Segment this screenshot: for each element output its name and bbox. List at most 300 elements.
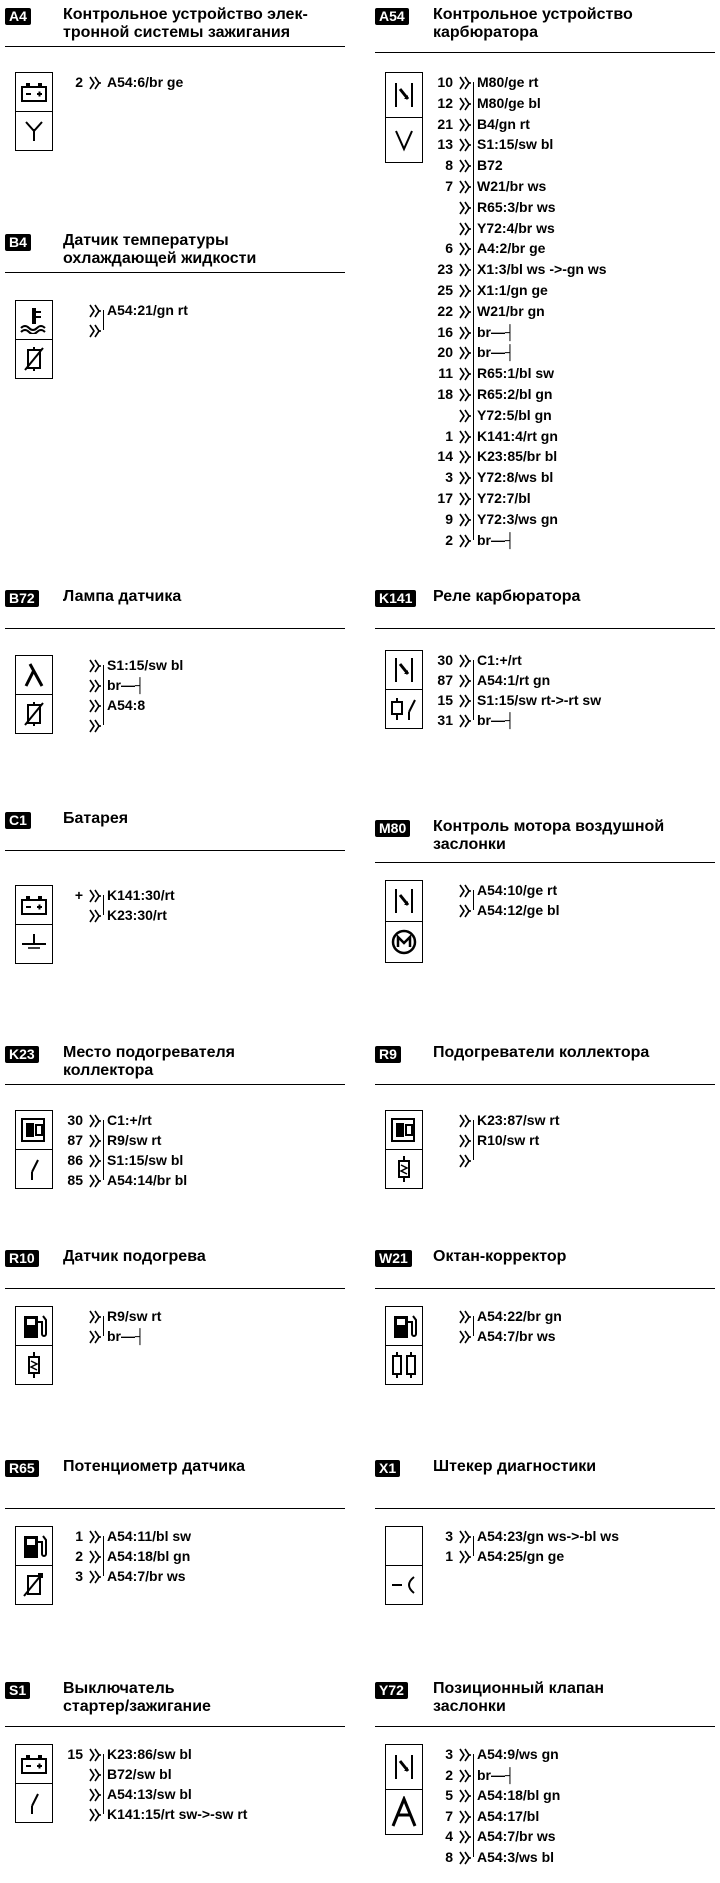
- component-header: [375, 6, 715, 53]
- fuel-pump-icon: [16, 1527, 52, 1565]
- pin-number: 2: [75, 1548, 83, 1564]
- relay-box-icon: [386, 1111, 422, 1149]
- component-title-line: коллектора: [63, 1062, 154, 1079]
- connector-icon: [457, 408, 471, 422]
- pin-row: [61, 905, 321, 925]
- pin-row: [61, 695, 321, 715]
- thermometer-icon: [16, 301, 52, 339]
- component-tag: S1: [5, 1682, 30, 1699]
- connector-icon: [457, 96, 471, 110]
- wire-label: A54:11/bl sw: [107, 1528, 192, 1544]
- component-title: [63, 588, 181, 606]
- wire-label: K141:4/rt gn: [477, 427, 558, 444]
- component-tag: X1: [375, 1460, 400, 1477]
- pin-row: [431, 1326, 691, 1346]
- component-title: [433, 1458, 596, 1476]
- component-header: [5, 1044, 345, 1085]
- component-symbol: [385, 650, 423, 729]
- component-title: [433, 1044, 649, 1062]
- component-symbol: [15, 72, 53, 151]
- pin-row: [431, 1847, 691, 1867]
- connector-icon: [457, 653, 471, 667]
- wire-label: A54:7/br ws: [477, 1328, 556, 1344]
- wire-label: K23:86/sw bl: [107, 1746, 192, 1762]
- pin-number: +: [74, 887, 83, 903]
- pin-number: 3: [445, 469, 453, 486]
- battery-icon: [16, 1745, 52, 1783]
- connector-icon: [457, 262, 471, 276]
- pin-number: 6: [445, 240, 453, 257]
- pin-row: [61, 1804, 321, 1824]
- connector-icon: [457, 137, 471, 151]
- pin-row: [61, 1150, 321, 1170]
- connector-icon: [87, 888, 101, 902]
- wire-bus: [103, 1120, 104, 1180]
- pin-row: [431, 509, 691, 529]
- wire-label: W21/br ws: [477, 178, 547, 194]
- connector-icon: [457, 533, 471, 547]
- wire-label: A54:10/ge rt: [477, 882, 558, 898]
- wire-label: A54:12/ge bl: [477, 902, 560, 918]
- connector-icon: [457, 1153, 471, 1167]
- connector-icon: [457, 1549, 471, 1563]
- motor-icon: [386, 921, 422, 962]
- component-title-line: тронной системы зажигания: [63, 24, 291, 41]
- pin-number: 7: [445, 178, 453, 194]
- connector-icon: [87, 1747, 101, 1761]
- component-title-line: Контроль мотора воздушной: [433, 818, 665, 835]
- pin-number: 8: [445, 157, 453, 174]
- wire-label: A54:13/sw bl: [107, 1786, 192, 1802]
- pin-number: 9: [445, 510, 453, 527]
- component-title-line: Датчик подогрева: [63, 1248, 206, 1265]
- pin-row: [61, 715, 321, 735]
- connector-icon: [457, 903, 471, 917]
- component-title: [63, 1248, 206, 1266]
- connector-icon: [457, 1747, 471, 1761]
- wire-label: br—┤: [477, 1766, 515, 1783]
- pin-row: [431, 114, 691, 134]
- component-title: [433, 818, 664, 854]
- component-tag: M80: [375, 820, 410, 837]
- component-a54: [375, 6, 715, 548]
- connector-icon: [87, 718, 101, 732]
- component-title-line: стартер/зажигание: [63, 1698, 211, 1715]
- wire-bus: [473, 82, 474, 540]
- component-symbol: [385, 1526, 423, 1605]
- pin-number: 16: [437, 323, 453, 340]
- component-tag: R9: [375, 1046, 401, 1063]
- wire-label: A54:22/br gn: [477, 1308, 562, 1324]
- wire-label: M80/ge bl: [477, 94, 541, 111]
- component-title: [63, 232, 256, 268]
- component-title: [63, 1044, 235, 1080]
- pin-row: [431, 1785, 691, 1805]
- pin-row: [431, 900, 691, 920]
- pin-row: [431, 280, 691, 300]
- pin-row: [431, 363, 691, 383]
- connector-icon: [457, 1133, 471, 1147]
- gauge-icon: [386, 1745, 422, 1789]
- wire-label: A54:3/ws bl: [477, 1848, 555, 1865]
- connector-icon: [457, 429, 471, 443]
- pin-row: [431, 1526, 691, 1546]
- sensor-icon: [16, 339, 52, 378]
- pin-row: [431, 467, 691, 487]
- wire-label: A54:17/bl: [477, 1807, 540, 1824]
- component-title-line: заслонки: [433, 836, 506, 853]
- component-title-line: заслонки: [433, 1698, 506, 1715]
- component-y72: [375, 1680, 715, 1865]
- component-title: [433, 1680, 604, 1716]
- pin-row: [61, 655, 321, 675]
- wire-label: br—┤: [477, 712, 515, 728]
- pin-number: 1: [445, 427, 453, 444]
- connector-icon: [87, 323, 101, 337]
- wire-label: S1:15/sw rt->-rt sw: [477, 692, 602, 708]
- connector-icon: [457, 491, 471, 505]
- pin-row: [431, 259, 691, 279]
- connector-icon: [457, 366, 471, 380]
- wire-label: br—┤: [477, 323, 515, 340]
- wire-label: R9/sw rt: [107, 1132, 162, 1148]
- component-symbol: [385, 1110, 423, 1189]
- connector-icon: [457, 241, 471, 255]
- component-tag: A54: [375, 8, 409, 25]
- wire-bus: [473, 660, 474, 720]
- wire-label: A54:7/br ws: [107, 1568, 186, 1584]
- component-title-line: Лампа датчика: [63, 588, 182, 605]
- pin-row: [431, 322, 691, 342]
- pin-number: 87: [67, 1132, 83, 1148]
- pin-number: 17: [437, 490, 453, 506]
- pin-number: 1: [445, 1548, 453, 1564]
- connector-icon: [457, 1309, 471, 1323]
- pin-row: [431, 176, 691, 196]
- connector-icon: [457, 1529, 471, 1543]
- wire-bus: [103, 1536, 104, 1576]
- pin-row: [61, 1526, 321, 1546]
- component-tag: A4: [5, 8, 31, 25]
- connector-icon: [457, 512, 471, 526]
- wire-label: A54:6/br ge: [107, 74, 184, 90]
- connector-icon: [87, 678, 101, 692]
- component-symbol: [385, 72, 423, 163]
- component-header: [375, 1044, 715, 1085]
- connector-icon: [457, 1113, 471, 1127]
- component-header: [375, 818, 715, 863]
- pin-number: 7: [445, 1807, 453, 1824]
- component-symbol: [15, 655, 53, 734]
- wire-label: X1:1/gn ge: [477, 282, 548, 298]
- wire-label: R65:1/bl sw: [477, 365, 555, 382]
- pin-number: 25: [437, 282, 453, 298]
- wire-label: X1:3/bl ws ->-gn ws: [477, 261, 607, 278]
- connector-icon: [87, 1569, 101, 1583]
- connector-icon: [457, 179, 471, 193]
- battery-icon: [16, 73, 52, 111]
- wire-label: B72: [477, 157, 503, 174]
- connector-icon: [457, 1829, 471, 1843]
- connector-icon: [87, 1173, 101, 1187]
- component-title-line: Потенциометр датчика: [63, 1458, 246, 1475]
- component-title-line: Подогреватели коллектора: [433, 1044, 650, 1061]
- component-tag: B4: [5, 234, 31, 251]
- component-title: [63, 1680, 211, 1716]
- component-header: [375, 588, 715, 629]
- wire-bus: [103, 1754, 104, 1814]
- connector-icon: [87, 698, 101, 712]
- heater-icon: [386, 1149, 422, 1188]
- pin-row: [431, 1826, 691, 1846]
- pin-number: 14: [437, 448, 453, 465]
- connector-icon: [457, 304, 471, 318]
- component-k23: [5, 1044, 345, 1188]
- a-letter-icon: [386, 1789, 422, 1834]
- connector-icon: [87, 908, 101, 922]
- pin-row: [61, 1566, 321, 1586]
- connector-icon: [87, 303, 101, 317]
- heater-icon: [16, 1345, 52, 1384]
- pin-row: [61, 1546, 321, 1566]
- wire-label: C1:+/rt: [107, 1112, 152, 1128]
- component-title: [63, 6, 308, 42]
- component-symbol: [15, 1110, 53, 1189]
- connector-icon: [87, 1329, 101, 1343]
- wire-label: K141:30/rt: [107, 887, 175, 903]
- component-r10: [5, 1248, 345, 1344]
- wire-bus: [103, 895, 104, 915]
- component-m80: [375, 818, 715, 918]
- wire-label: K141:15/rt sw->-sw rt: [107, 1806, 248, 1822]
- blank-icon: [386, 1527, 422, 1565]
- switch-icon: [16, 1149, 52, 1188]
- wire-label: Y72:7/bl: [477, 490, 531, 506]
- connector-icon: [87, 1309, 101, 1323]
- pin-row: [431, 1806, 691, 1826]
- fuel-pump-icon: [16, 1307, 52, 1345]
- pin-number: 20: [437, 344, 453, 361]
- pin-row: [431, 1110, 691, 1130]
- pin-number: 22: [437, 302, 453, 319]
- dual-heater-icon: [386, 1345, 422, 1384]
- pin-row: [61, 1130, 321, 1150]
- component-tag: C1: [5, 812, 31, 829]
- component-tag: K141: [375, 590, 416, 607]
- gauge-icon: [386, 881, 422, 921]
- pin-row: [431, 238, 691, 258]
- wire-label: A54:21/gn rt: [107, 302, 188, 318]
- pin-row: [61, 1764, 321, 1784]
- fuel-pump-icon: [386, 1307, 422, 1345]
- connector-icon: [87, 1529, 101, 1543]
- pin-row: [431, 1765, 691, 1785]
- component-title-line: Место подогревателя: [63, 1044, 236, 1061]
- wire-label: R9/sw rt: [107, 1308, 162, 1324]
- wire-label: M80/ge rt: [477, 74, 539, 90]
- component-header: [5, 1458, 345, 1509]
- connector-icon: [457, 693, 471, 707]
- pin-row: [431, 880, 691, 900]
- pin-row: [431, 710, 691, 730]
- pin-number: 2: [445, 1766, 453, 1783]
- wire-label: Y72:8/ws bl: [477, 469, 554, 486]
- wire-label: A54:25/gn ge: [477, 1548, 565, 1564]
- component-a4: [5, 6, 345, 90]
- pin-row: [431, 197, 691, 217]
- connector-icon: [457, 75, 471, 89]
- component-header: [375, 1458, 715, 1509]
- pin-number: 10: [437, 74, 453, 90]
- pin-number: 21: [437, 115, 453, 132]
- wire-bus: [103, 310, 104, 330]
- wire-label: S1:15/sw bl: [107, 1152, 184, 1168]
- component-symbol: [15, 885, 53, 964]
- wire-label: S1:15/sw bl: [107, 657, 184, 673]
- component-k141: [375, 588, 715, 728]
- component-symbol: [385, 1744, 423, 1835]
- pin-row: [61, 72, 321, 92]
- pin-row: [61, 885, 321, 905]
- wire-label: W21/br gn: [477, 302, 545, 319]
- wire-label: A54:1/rt gn: [477, 672, 551, 688]
- component-symbol: [15, 300, 53, 379]
- component-title-line: Позиционный клапан: [433, 1680, 605, 1697]
- pin-number: 5: [445, 1787, 453, 1803]
- wire-label: A54:9/ws gn: [477, 1746, 559, 1762]
- component-title-line: Батарея: [63, 810, 129, 827]
- connector-icon: [457, 1768, 471, 1782]
- connector-icon: [457, 449, 471, 463]
- component-title-line: Датчик температуры: [63, 232, 229, 249]
- pin-number: 18: [437, 386, 453, 402]
- wire-label: br—┤: [477, 531, 515, 548]
- component-tag: R65: [5, 1460, 39, 1477]
- connector-icon: [457, 325, 471, 339]
- component-r65: [5, 1458, 345, 1584]
- pin-number: 2: [445, 531, 453, 548]
- connector-icon: [457, 387, 471, 401]
- pin-row: [431, 405, 691, 425]
- wire-label: A54:14/br bl: [107, 1172, 188, 1188]
- pin-row: [61, 1306, 321, 1326]
- connector-icon: [87, 1153, 101, 1167]
- component-header: [5, 6, 345, 47]
- pin-row: [61, 1744, 321, 1764]
- wire-label: br—┤: [107, 1328, 145, 1344]
- wire-label: Y72:4/br ws: [477, 219, 555, 236]
- component-title-line: Контрольное устройство элек-: [63, 6, 308, 23]
- pin-row: [61, 1170, 321, 1190]
- pin-row: [431, 155, 691, 175]
- wire-label: A54:8: [107, 697, 146, 713]
- pin-row: [431, 426, 691, 446]
- connector-icon: [457, 117, 471, 131]
- wire-bus: [103, 1316, 104, 1336]
- wire-label: S1:15/sw bl: [477, 136, 554, 153]
- pin-row: [431, 670, 691, 690]
- component-symbol: [15, 1526, 53, 1605]
- v-icon: [386, 117, 422, 162]
- connector-icon: [457, 283, 471, 297]
- pin-row: [431, 446, 691, 466]
- component-title-line: охлаждающей жидкости: [63, 250, 257, 267]
- component-title-line: Реле карбюратора: [433, 588, 581, 605]
- wire-bus: [473, 1316, 474, 1336]
- component-symbol: [15, 1306, 53, 1385]
- battery-icon: [16, 886, 52, 924]
- relay-box-icon: [16, 1111, 52, 1149]
- component-tag: B72: [5, 590, 39, 607]
- pin-number: 12: [437, 94, 453, 111]
- sensor-icon: [16, 694, 52, 733]
- pin-row: [431, 218, 691, 238]
- component-title-line: карбюратора: [433, 24, 538, 41]
- pin-row: [431, 530, 691, 550]
- gauge-icon: [386, 651, 422, 689]
- pin-row: [61, 300, 321, 320]
- wire-label: R65:3/br ws: [477, 198, 556, 215]
- pin-row: [431, 134, 691, 154]
- wire-label: br—┤: [477, 344, 515, 361]
- component-title: [433, 6, 633, 42]
- component-b72: [5, 588, 345, 713]
- wire-label: R65:2/bl gn: [477, 386, 553, 402]
- antenna-icon: [16, 111, 52, 150]
- component-header: [5, 1680, 345, 1727]
- connector-icon: [87, 1807, 101, 1821]
- pin-number: 2: [75, 74, 83, 90]
- pin-row: [61, 1326, 321, 1346]
- component-header: [5, 588, 345, 629]
- component-title: [63, 810, 128, 828]
- component-header: [5, 232, 345, 273]
- pin-row: [431, 1150, 691, 1170]
- component-title: [433, 588, 580, 606]
- pin-number: 15: [437, 692, 453, 708]
- connector-icon: [457, 883, 471, 897]
- wire-label: A54:23/gn ws->-bl ws: [477, 1528, 619, 1544]
- ground-icon: [16, 924, 52, 963]
- pin-number: 87: [437, 672, 453, 688]
- connector-icon: [457, 713, 471, 727]
- wire-bus: [473, 1120, 474, 1160]
- component-header: [375, 1248, 715, 1289]
- component-tag: R10: [5, 1250, 39, 1267]
- connector-icon: [457, 673, 471, 687]
- pin-number: 86: [67, 1152, 83, 1168]
- connector-icon: [87, 75, 101, 89]
- connector-icon: [457, 1788, 471, 1802]
- connector-icon: [87, 1787, 101, 1801]
- component-header: [5, 810, 345, 851]
- pin-row: [431, 650, 691, 670]
- pin-row: [61, 675, 321, 695]
- connector-icon: [457, 1850, 471, 1864]
- connector-icon: [457, 221, 471, 235]
- wire-label: A54:7/br ws: [477, 1828, 556, 1844]
- pin-row: [431, 301, 691, 321]
- pin-number: 4: [445, 1828, 453, 1844]
- wire-label: br—┤: [107, 677, 145, 693]
- component-title-line: Октан-корректор: [433, 1248, 567, 1265]
- pin-number: 85: [67, 1172, 83, 1188]
- pin-number: 15: [67, 1746, 83, 1762]
- switch-icon: [16, 1783, 52, 1822]
- connector-icon: [457, 1809, 471, 1823]
- pin-row: [431, 1546, 691, 1566]
- pin-number: 3: [445, 1746, 453, 1762]
